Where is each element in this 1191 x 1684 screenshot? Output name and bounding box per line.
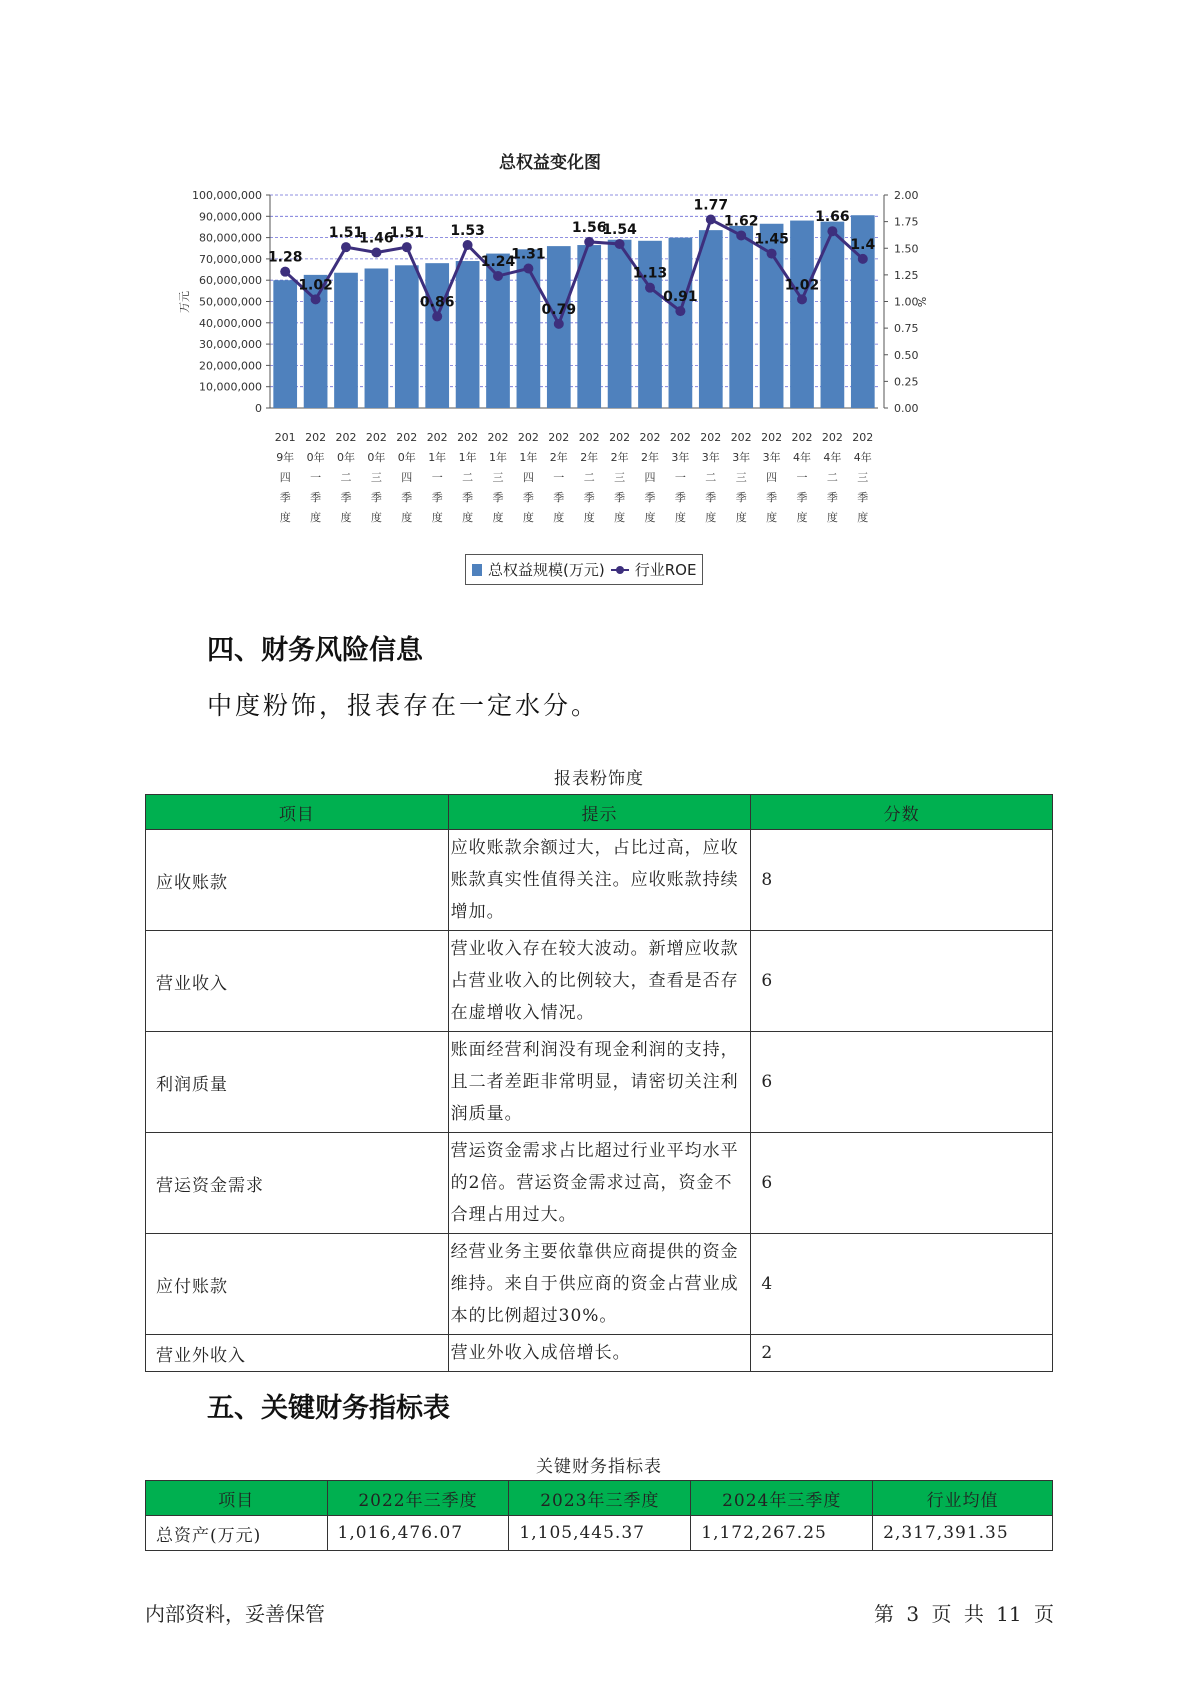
- x-tick-label: 度: [826, 511, 838, 524]
- roe-point: [584, 237, 594, 247]
- roe-data-label: 1.51: [389, 225, 425, 242]
- roe-data-label: 1.53: [450, 223, 485, 240]
- kpi-table-header: [146, 1481, 1053, 1516]
- x-tick-label: 9年: [276, 451, 295, 464]
- left-tick-label: 100,000,000: [192, 189, 262, 202]
- x-tick-label: 度: [279, 511, 291, 524]
- roe-point: [706, 214, 716, 224]
- roe-data-label: 1.02: [784, 277, 820, 294]
- x-tick-label: 三: [370, 471, 382, 484]
- roe-point: [371, 248, 381, 258]
- right-tick-label: 0.50: [894, 348, 919, 362]
- equity-bar: [669, 238, 693, 408]
- equity-bar: [273, 280, 297, 408]
- x-tick-label: 202: [305, 431, 327, 444]
- row-item: 营运资金需求: [146, 1133, 449, 1234]
- x-tick-label: 度: [310, 511, 322, 524]
- x-tick-label: 度: [401, 511, 413, 524]
- risk-table-header: [146, 795, 1053, 830]
- x-tick-label: 二: [583, 471, 595, 484]
- table-row: [146, 1133, 1053, 1234]
- roe-point: [645, 283, 655, 293]
- kpi-cell: 2,317,391.35: [873, 1516, 1053, 1551]
- roe-data-label: 0.86: [419, 294, 455, 311]
- x-tick-label: 度: [735, 511, 747, 524]
- row-score: 4: [751, 1234, 1053, 1335]
- x-tick-label: 四: [644, 471, 656, 484]
- equity-bar: [729, 226, 753, 408]
- left-tick-label: 90,000,000: [199, 210, 262, 224]
- right-tick-label: 1.50: [894, 242, 919, 256]
- equity-chart: [170, 140, 930, 600]
- x-tick-label: 1年: [428, 451, 447, 464]
- roe-data-label: 1.13: [632, 265, 668, 282]
- x-tick-label: 一: [796, 471, 808, 484]
- table-row: [146, 1516, 1053, 1551]
- x-tick-label: 二: [462, 471, 474, 484]
- row-hint: 经营业务主要依靠供应商提供的资金维持。来自于供应商的资金占营业成本的比例超过30%。: [448, 1234, 751, 1335]
- equity-bar: [395, 265, 419, 408]
- x-tick-label: 202: [700, 431, 722, 444]
- right-tick-label: 0.00: [894, 402, 919, 415]
- x-tick-label: 季: [583, 491, 595, 504]
- x-tick-label: 季: [431, 491, 443, 504]
- kpi-header: 2023年三季度: [509, 1481, 691, 1516]
- x-tick-label: 3年: [762, 451, 781, 464]
- roe-point: [341, 242, 351, 252]
- x-tick-label: 二: [705, 471, 717, 484]
- roe-point: [858, 254, 868, 264]
- x-tick-label: 四: [401, 471, 413, 484]
- x-tick-label: 3年: [701, 451, 720, 464]
- row-hint: 营业收入存在较大波动。新增应收款占营业收入的比例较大，查看是否存在虚增收入情况。: [448, 931, 751, 1032]
- x-tick-label: 3年: [671, 451, 690, 464]
- roe-point: [493, 271, 503, 281]
- right-tick-label: 0.75: [894, 322, 919, 336]
- x-tick-label: 2年: [610, 451, 629, 464]
- kpi-table: [145, 1480, 1053, 1551]
- equity-bar: [456, 261, 480, 408]
- equity-bar: [608, 240, 632, 408]
- risk-table: [145, 794, 1053, 1372]
- x-tick-label: 季: [462, 491, 474, 504]
- left-tick-label: 0: [255, 402, 262, 415]
- x-tick-label: 一: [431, 471, 443, 484]
- x-tick-label: 一: [553, 471, 565, 484]
- roe-point: [463, 240, 473, 250]
- x-tick-label: 4年: [793, 451, 811, 464]
- roe-data-label: 0.79: [541, 301, 577, 318]
- chart-title: 总权益变化图: [499, 153, 601, 173]
- x-tick-label: 度: [614, 511, 626, 524]
- header-item: 项目: [146, 795, 449, 830]
- footer-confidential: 内部资料，妥善保管: [145, 1602, 325, 1626]
- right-tick-label: 1.75: [894, 215, 919, 229]
- x-tick-label: 度: [583, 511, 595, 524]
- roe-data-label: 1.51: [328, 225, 364, 242]
- x-tick-label: 一: [310, 471, 322, 484]
- row-item: 营业外收入: [146, 1335, 449, 1372]
- left-tick-label: 70,000,000: [199, 252, 262, 266]
- roe-point: [736, 230, 746, 240]
- x-tick-label: 度: [553, 511, 565, 524]
- row-hint: 营业外收入成倍增长。: [448, 1335, 751, 1372]
- x-tick-label: 度: [766, 511, 778, 524]
- roe-data-label: 1.54: [602, 221, 637, 238]
- kpi-cell: 总资产(万元): [146, 1516, 328, 1551]
- chart-svg: [170, 140, 930, 550]
- left-tick-label: 30,000,000: [199, 338, 262, 352]
- table-row: [146, 1335, 1053, 1372]
- x-tick-label: 202: [609, 431, 631, 444]
- row-score: 6: [751, 1133, 1053, 1234]
- x-tick-label: 202: [730, 431, 752, 444]
- kpi-header: 2022年三季度: [327, 1481, 509, 1516]
- x-tick-label: 季: [735, 491, 747, 504]
- x-tick-label: 季: [826, 491, 838, 504]
- section4-title: 四、财务风险信息: [207, 635, 423, 666]
- x-tick-label: 202: [578, 431, 600, 444]
- x-tick-label: 季: [522, 491, 534, 504]
- x-tick-label: 二: [340, 471, 352, 484]
- row-item: 应收账款: [146, 830, 449, 931]
- x-tick-label: 1年: [519, 451, 538, 464]
- row-hint: 应收账款余额过大，占比过高，应收账款真实性值得关注。应收账款持续增加。: [448, 830, 751, 931]
- x-tick-label: 0年: [367, 451, 386, 464]
- legend-bar-label: 总权益规模(万元): [488, 561, 605, 579]
- kpi-cell: 1,016,476.07: [327, 1516, 509, 1551]
- x-tick-label: 202: [669, 431, 691, 444]
- x-tick-label: 202: [365, 431, 387, 444]
- x-tick-label: 202: [821, 431, 843, 444]
- x-tick-label: 0年: [397, 451, 416, 464]
- row-score: 6: [751, 931, 1053, 1032]
- kpi-header: 行业均值: [873, 1481, 1053, 1516]
- footer-page-number: 第 3 页 共 11 页: [874, 1602, 1054, 1626]
- x-tick-label: 四: [279, 471, 291, 484]
- roe-point: [280, 267, 290, 277]
- x-tick-label: 三: [492, 471, 504, 484]
- x-tick-label: 3年: [732, 451, 751, 464]
- x-tick-label: 0年: [337, 451, 355, 464]
- x-tick-label: 季: [644, 491, 656, 504]
- header-hint: 提示: [448, 795, 751, 830]
- kpi-table-caption: 关键财务指标表: [536, 1457, 662, 1477]
- x-tick-label: 三: [857, 471, 869, 484]
- roe-data-label: 1.4: [850, 236, 876, 253]
- roe-data-label: 1.46: [359, 230, 394, 247]
- risk-table-caption: 报表粉饰度: [554, 769, 644, 789]
- y-axis-left-title: 万元: [178, 291, 191, 313]
- x-tick-label: 季: [401, 491, 413, 504]
- y-axis-right-title: %: [915, 296, 928, 308]
- x-tick-label: 201: [274, 431, 296, 444]
- kpi-cell: 1,172,267.25: [691, 1516, 873, 1551]
- x-tick-label: 四: [522, 471, 534, 484]
- x-tick-label: 三: [735, 471, 747, 484]
- x-tick-label: 度: [492, 511, 504, 524]
- roe-data-label: 1.77: [693, 197, 729, 214]
- x-tick-label: 202: [487, 431, 509, 444]
- roe-data-label: 1.28: [267, 249, 303, 266]
- chart-legend: [465, 554, 703, 585]
- x-tick-label: 度: [462, 511, 474, 524]
- x-tick-label: 度: [644, 511, 656, 524]
- left-tick-label: 50,000,000: [199, 295, 262, 309]
- table-row: [146, 1234, 1053, 1335]
- roe-point: [432, 311, 442, 321]
- x-tick-label: 202: [791, 431, 813, 444]
- roe-point: [675, 306, 685, 316]
- header-score: 分数: [751, 795, 1053, 830]
- x-tick-label: 季: [492, 491, 504, 504]
- left-tick-label: 20,000,000: [199, 359, 262, 373]
- row-hint: 账面经营利润没有现金利润的支持，且二者差距非常明显，请密切关注利润质量。: [448, 1032, 751, 1133]
- roe-data-label: 0.91: [663, 289, 698, 306]
- left-tick-label: 60,000,000: [199, 274, 262, 288]
- x-tick-label: 度: [522, 511, 534, 524]
- x-tick-label: 1年: [489, 451, 507, 464]
- legend-line-swatch: [611, 569, 629, 571]
- x-tick-label: 四: [766, 471, 778, 484]
- roe-data-label: 1.66: [815, 209, 850, 226]
- x-tick-label: 度: [431, 511, 443, 524]
- x-tick-label: 季: [796, 491, 808, 504]
- x-tick-label: 季: [340, 491, 352, 504]
- roe-data-label: 1.24: [480, 253, 516, 270]
- right-tick-label: 1.00: [894, 295, 919, 309]
- roe-data-label: 1.02: [298, 277, 333, 294]
- x-tick-label: 季: [553, 491, 565, 504]
- x-tick-label: 2年: [641, 451, 659, 464]
- table-row: [146, 931, 1053, 1032]
- x-tick-label: 季: [310, 491, 322, 504]
- roe-point: [523, 263, 533, 273]
- x-tick-label: 度: [705, 511, 717, 524]
- x-tick-label: 季: [857, 491, 869, 504]
- x-tick-label: 4年: [823, 451, 842, 464]
- x-tick-label: 度: [857, 511, 869, 524]
- left-tick-label: 80,000,000: [199, 231, 262, 245]
- section5-title: 五、关键财务指标表: [207, 1393, 450, 1424]
- roe-data-label: 1.45: [754, 231, 789, 248]
- roe-data-label: 1.62: [723, 213, 759, 230]
- row-score: 8: [751, 830, 1053, 931]
- x-tick-label: 季: [766, 491, 778, 504]
- x-tick-label: 4年: [853, 451, 872, 464]
- x-tick-label: 季: [279, 491, 291, 504]
- x-tick-label: 二: [826, 471, 838, 484]
- legend-bar-swatch: [472, 564, 482, 576]
- x-tick-label: 季: [705, 491, 717, 504]
- x-tick-label: 2年: [549, 451, 568, 464]
- row-score: 2: [751, 1335, 1053, 1372]
- table-row: [146, 1032, 1053, 1133]
- row-item: 应付账款: [146, 1234, 449, 1335]
- roe-data-label: 1.31: [511, 246, 546, 263]
- equity-bar: [365, 268, 389, 408]
- x-tick-label: 度: [674, 511, 686, 524]
- x-tick-label: 202: [426, 431, 448, 444]
- roe-data-label: 1.56: [571, 219, 607, 236]
- roe-point: [827, 226, 837, 236]
- equity-bar: [425, 263, 449, 408]
- right-tick-label: 2.00: [894, 189, 919, 202]
- kpi-header: 2024年三季度: [691, 1481, 873, 1516]
- right-tick-label: 0.25: [894, 375, 919, 389]
- right-tick-label: 1.25: [894, 268, 919, 282]
- row-item: 营业收入: [146, 931, 449, 1032]
- roe-point: [402, 242, 412, 252]
- x-tick-label: 季: [614, 491, 626, 504]
- legend-line-label: 行业ROE: [634, 561, 697, 579]
- roe-point: [767, 249, 777, 259]
- roe-point: [311, 294, 321, 304]
- x-tick-label: 202: [548, 431, 570, 444]
- left-tick-label: 10,000,000: [199, 380, 262, 394]
- x-tick-label: 季: [370, 491, 382, 504]
- x-tick-label: 季: [674, 491, 686, 504]
- equity-bar: [577, 245, 601, 408]
- roe-point: [615, 239, 625, 249]
- equity-bar: [334, 273, 358, 408]
- x-tick-label: 度: [370, 511, 382, 524]
- equity-bar: [699, 230, 723, 408]
- kpi-header: 项目: [146, 1481, 328, 1516]
- row-score: 6: [751, 1032, 1053, 1133]
- x-tick-label: 202: [761, 431, 783, 444]
- roe-point: [554, 319, 564, 329]
- x-tick-label: 202: [517, 431, 539, 444]
- kpi-cell: 1,105,445.37: [509, 1516, 691, 1551]
- x-tick-label: 1年: [458, 451, 477, 464]
- section4-text: 中度粉饰，报表存在一定水分。: [207, 691, 600, 720]
- roe-point: [797, 294, 807, 304]
- x-tick-label: 度: [340, 511, 352, 524]
- x-tick-label: 2年: [580, 451, 599, 464]
- x-tick-label: 三: [614, 471, 626, 484]
- x-tick-label: 202: [335, 431, 357, 444]
- x-tick-label: 一: [674, 471, 686, 484]
- left-tick-label: 40,000,000: [199, 316, 262, 330]
- x-tick-label: 度: [796, 511, 808, 524]
- x-tick-label: 202: [457, 431, 479, 444]
- x-tick-label: 202: [396, 431, 418, 444]
- x-tick-label: 202: [639, 431, 661, 444]
- row-item: 利润质量: [146, 1032, 449, 1133]
- table-row: [146, 830, 1053, 931]
- x-tick-label: 202: [852, 431, 874, 444]
- x-tick-label: 0年: [306, 451, 325, 464]
- equity-bar: [790, 221, 814, 408]
- row-hint: 营运资金需求占比超过行业平均水平的2倍。营运资金需求过高，资金不合理占用过大。: [448, 1133, 751, 1234]
